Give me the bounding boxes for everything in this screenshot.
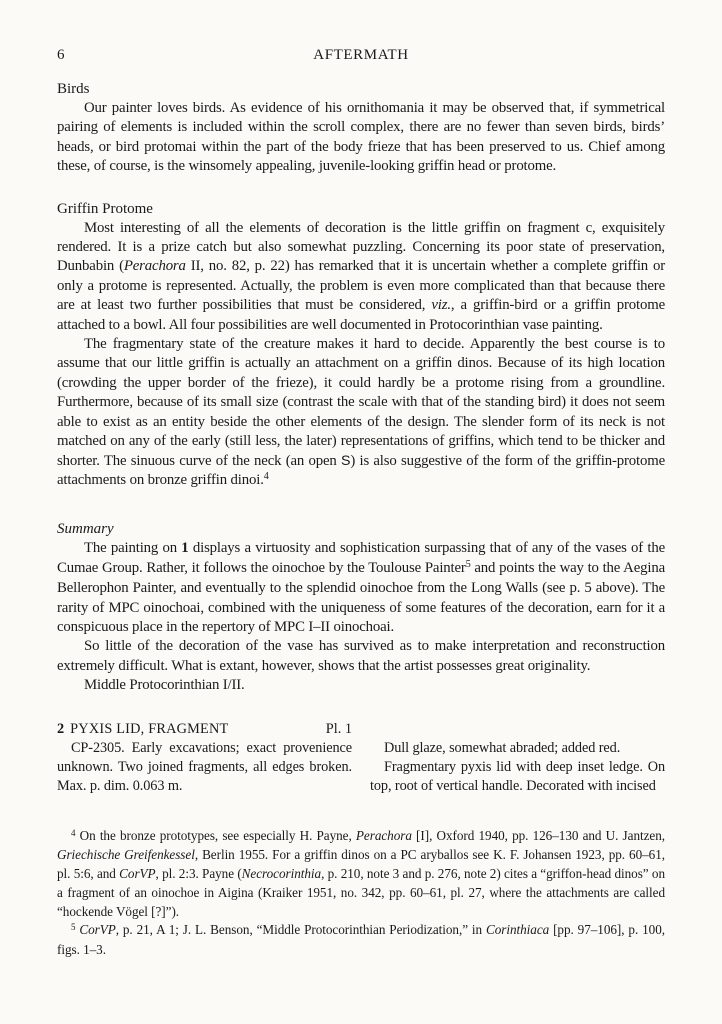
plate-reference: Pl. 1 (325, 720, 352, 737)
footnote-4: $^4$ On the bronze prototypes, see especially H. Payne, Perachora [I], Oxford 1940, pp. 126–130 and U. Jantzen, Griechische Greifenkessel, Berlin 1955. For a griffin dinos on a PC aryballos see K. F. Johansen 1923, pp. 60–61, pl. 5:6, and CorVP, pl. 2:3. Payne (Necrocorinthia, p. 210, note 3 and p. 276, note 2) cites a “griffon-head dinos” on a fragment of an oinochoe in Aigina (Kraiker 1951, no. 342, pp. 60–61, pl. 27, where the attachments are called “hockende Vögel [?]”). (57, 827, 666, 919)
page-number: 6 (57, 47, 65, 63)
section-summary (57, 519, 665, 695)
footnote-5: $^5$ CorVP, p. 21, A 1; J. L. Benson, “Middle Protocorinthian Periodization,” in Corinthiaca [pp. 97–106], p. 100, figs. 1–3. (57, 922, 665, 957)
catalog-heading (57, 720, 352, 739)
catalog-columns (57, 739, 665, 797)
running-head: AFTERMATH (313, 47, 409, 63)
paragraph-summary-1: The painting on 1 displays a virtuosity and sophistication surpassing that of any of the vases of the Cumae Group. Rather, it follows the oinochoe by the Toulouse Painter$^5$ and points the way to the Aegina Bellerophon Painter, and eventually to the splendid oinochoe from the Long Walls (see p. 5 above). The rarity of MPC oinochoai, combined with the uniqueness of some features of the decoration, earn for it a conspicuous place in the repertory of MPC I–II oinochoai. (57, 540, 666, 635)
catalog-paragraph-provenance: CP-2305. Early excavations; exact provenience unknown. Two joined fragments, all edges broken. Max. p. dim. 0.063 m. (57, 739, 352, 795)
paragraph-summary-2: So little of the decoration of the vase has survived as to make interpretation and reconstruction extremely difficult. What is extant, however, shows that the artist possesses great originality. (57, 638, 665, 674)
section-birds (57, 79, 665, 177)
catalog-paragraph-description: Fragmentary pyxis lid with deep inset ledge. On top, root of vertical handle. Decorated with incised (370, 759, 665, 795)
catalog-column-left (57, 739, 352, 797)
section-heading-griffin-protome: Griffin Protome (57, 200, 153, 217)
section-heading-birds: Birds (57, 81, 90, 97)
catalog-paragraph-glaze: Dull glaze, somewhat abraded; added red. (384, 739, 621, 756)
paragraph-birds-1: Our painter loves birds. As evidence of his ornithomania it may be observed that, if symmetrical pairing of elements is included within the scroll complex, there are no fewer than seven birds, birds’ heads, or bird protomai within the part of the body frieze that has been preserved to us. Chief among these, of course, is the winsomely appealing, juvenile-looking griffin head or protome. (57, 100, 665, 175)
catalog-column-right (370, 739, 665, 797)
section-griffin-protome (57, 199, 665, 492)
footnotes (57, 827, 665, 960)
paragraph-griffin-2: The fragmentary state of the creature makes it hard to decide. Apparently the best course is to assume that our little griffin is actually an attachment on a griffin dinos. Because of its high location (crowding the upper border of the frieze), it could hardly be a protome rising from a groundline. Furthermore, because of its small size (contrast the scale with that of the standing bird) it does not seem able to exist as an entity beside the other elements of the design. The slender form of its neck is not matched on any of the early (still less, the later) representations of griffins, which tend to be thicker and shorter. The sinuous curve of the neck (an open S) is also suggestive of the form of the griffin-protome attachments on bronze griffin dinoi.$^4$ (57, 336, 665, 488)
catalog-number: 2 (57, 720, 65, 737)
section-heading-summary: Summary (57, 521, 114, 538)
catalog-title: PYXIS LID, FRAGMENT (70, 720, 229, 737)
page-header (57, 46, 665, 66)
catalog-entry (57, 720, 665, 797)
paragraph-summary-3: Middle Protocorinthian I/II. (84, 677, 245, 694)
paragraph-griffin-1: Most interesting of all the elements of decoration is the little griffin on fragment c, exquisitely rendered. It is a prize catch but also somewhat puzzling. Concerning its poor state of preservation, Dunbabin (Perachora II, no. 82, p. 22) has remarked that it is uncertain whether a complete griffin or only a protome is represented. Actually, the problem is even more complicated than that because there are at least two further possibilities that must be considered, viz., a griffin-bird or a griffin protome attached to a bowl. All four possibilities are well documented in Protocorinthian vase painting. (57, 219, 666, 333)
